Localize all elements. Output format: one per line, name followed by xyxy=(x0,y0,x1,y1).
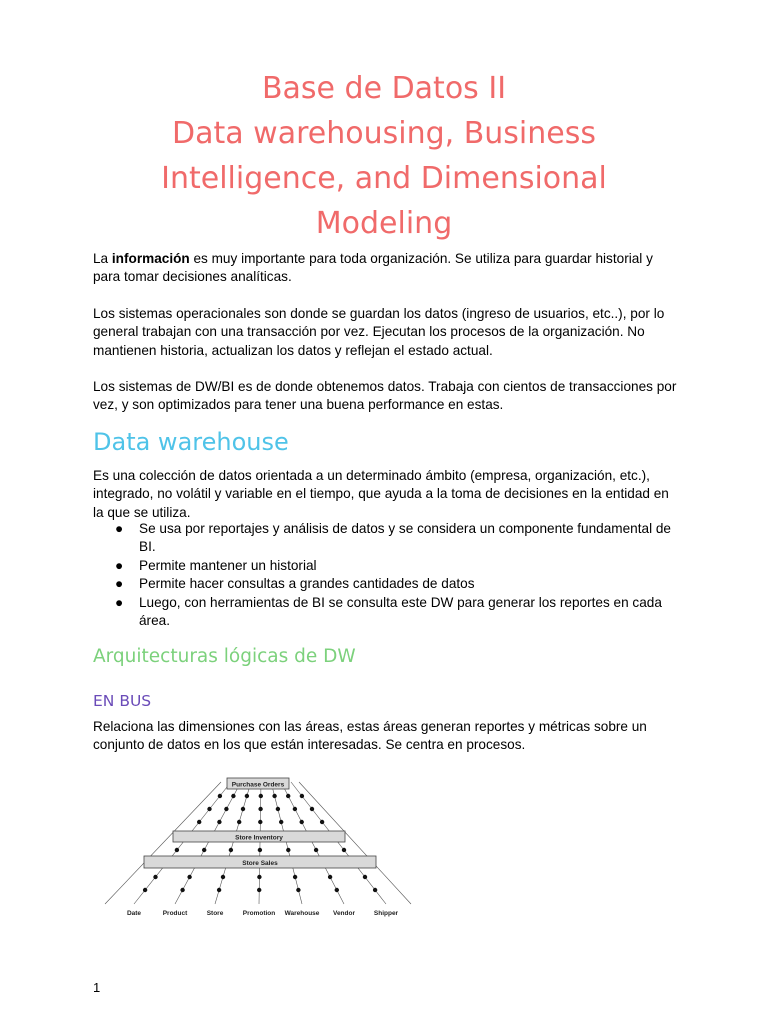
diagram-dot xyxy=(363,875,367,879)
diagram-dot xyxy=(224,807,228,811)
diagram-dot xyxy=(314,848,318,852)
diagram-dot xyxy=(293,807,297,811)
diagram-dot xyxy=(180,888,184,892)
diagram-dot xyxy=(335,888,339,892)
bar-store-inventory xyxy=(173,831,345,842)
diagram-dot xyxy=(373,888,377,892)
bullet-text: Se usa por reportajes y análisis de datos y se considera un componente fundamental de BI. xyxy=(139,521,671,555)
title-line-3: Intelligence, and Dimensional xyxy=(161,161,607,196)
diagram-dot xyxy=(328,875,332,879)
diagram-ray xyxy=(291,782,386,904)
dimension-label-vendor: Vendor xyxy=(332,910,356,917)
diagram-dot xyxy=(207,807,211,811)
bullet-icon: ● xyxy=(115,557,124,573)
intro-text-post: es muy importante para toda organización. Se utiliza para guardar historial y para tomar decisiones analíticas. xyxy=(93,251,653,285)
intro-text-pre: La xyxy=(93,251,112,266)
diagram-dot xyxy=(276,807,280,811)
diagram-ray xyxy=(299,782,411,904)
diagram-ray xyxy=(105,782,221,904)
diagram-dot xyxy=(286,794,290,798)
bar-label-store-sales: Store Sales xyxy=(242,860,278,867)
diagram-dot xyxy=(258,820,262,824)
bar-label-purchase-orders: Purchase Orders xyxy=(231,781,285,789)
en-bus-paragraph: Relaciona las dimensiones con las áreas, estas áreas generan reportes y métricas sobre un conjunto de datos en los que están interesadas. Se centra en procesos. xyxy=(93,719,647,753)
title-line-4: Modeling xyxy=(315,206,453,241)
diagram-dot xyxy=(310,807,314,811)
heading-logical-architectures: Arquitecturas lógicas de DW xyxy=(93,646,356,667)
document-title xyxy=(60,66,708,246)
diagram-dot xyxy=(258,848,262,852)
diagram-dot xyxy=(272,794,276,798)
diagram-dot xyxy=(293,875,297,879)
diagram-dot xyxy=(231,794,235,798)
bullet-text: Permite hacer consultas a grandes cantidades de datos xyxy=(139,576,475,592)
dimension-label-warehouse: Warehouse xyxy=(284,910,320,917)
bullet-icon: ● xyxy=(115,576,124,592)
page-number: 1 xyxy=(93,980,101,995)
diagram-dot xyxy=(217,888,221,892)
diagram-ray xyxy=(175,782,241,904)
diagram-ray xyxy=(271,782,302,904)
diagram-ray xyxy=(215,782,251,904)
dimension-label-shipper: Shipper xyxy=(373,910,399,917)
title-line-1: Base de Datos II xyxy=(261,71,507,106)
intro-bold-term: información xyxy=(111,251,190,266)
diagram-dot xyxy=(197,820,201,824)
bar-store-sales xyxy=(144,856,376,868)
diagram-dot xyxy=(175,848,179,852)
diagram-dot xyxy=(286,848,290,852)
dimension-label-store: Store xyxy=(206,910,224,917)
bullet-text: Luego, con herramientas de BI se consulta este DW para generar los reportes en cada área. xyxy=(139,594,662,629)
dw-bi-paragraph: Los sistemas de DW/BI es de donde obtenemos datos. Trabaja con cientos de transacciones por vez, y son optimizados para tener una buena performance en estas. xyxy=(93,379,677,413)
data-warehouse-bullet-list xyxy=(93,520,683,630)
list-item xyxy=(93,520,683,557)
diagram-dot xyxy=(342,848,346,852)
list-item xyxy=(93,557,683,575)
dimension-label-product: Product xyxy=(162,910,188,917)
diagram-dot xyxy=(221,875,225,879)
diagram-dot xyxy=(217,820,221,824)
diagram-dot xyxy=(258,807,262,811)
dimension-label-promotion: Promotion xyxy=(242,910,276,917)
diagram-dot xyxy=(279,820,283,824)
heading-en-bus: EN BUS xyxy=(93,692,152,710)
diagram-dot xyxy=(143,888,147,892)
diagram-rays xyxy=(105,782,411,904)
diagram-dot xyxy=(257,875,261,879)
title-line-2: Data warehousing, Business xyxy=(172,116,596,151)
diagram-dot xyxy=(300,794,304,798)
diagram-ray xyxy=(259,782,261,904)
diagram-dot xyxy=(259,794,263,798)
bullet-icon: ● xyxy=(115,521,124,536)
diagram-dot xyxy=(153,875,157,879)
diagram-dot xyxy=(241,807,245,811)
diagram-dimension-labels xyxy=(127,910,399,917)
diagram-dot xyxy=(202,848,206,852)
diagram-dot xyxy=(218,794,222,798)
intro-paragraph xyxy=(93,250,683,287)
diagram-ray xyxy=(134,782,231,904)
bar-label-store-inventory: Store Inventory xyxy=(235,834,283,842)
heading-data-warehouse: Data warehouse xyxy=(93,428,289,456)
diagram-dot xyxy=(245,794,249,798)
diagram-ray xyxy=(281,782,344,904)
diagram-dot xyxy=(237,820,241,824)
diagram-dot xyxy=(296,888,300,892)
operational-systems-paragraph: Los sistemas operacionales son donde se guardan los datos (ingreso de usuarios, etc..), por lo general trabajan con una transacción por vez. Ejecutan los procesos de la organización. No mantienen historia, actualizan los datos y reflejan el estado actual. xyxy=(93,306,665,358)
bus-architecture-diagram xyxy=(103,772,413,920)
bullet-text: Permite mantener un historial xyxy=(139,557,317,573)
list-item xyxy=(93,594,683,631)
diagram-dot xyxy=(300,820,304,824)
data-warehouse-paragraph: Es una colección de datos orientada a un determinado ámbito (empresa, organización, etc.), integrado, no volátil y variable en el tiempo, que ayuda a la toma de decisiones en la entidad en la que se utiliza. xyxy=(93,468,669,520)
bar-purchase-orders xyxy=(227,778,289,789)
dimension-label-date: Date xyxy=(126,910,142,917)
diagram-dot xyxy=(187,875,191,879)
diagram-dot xyxy=(257,888,261,892)
bullet-icon: ● xyxy=(115,594,124,610)
list-item xyxy=(93,575,683,593)
diagram-dot xyxy=(320,820,324,824)
diagram-dot xyxy=(229,848,233,852)
